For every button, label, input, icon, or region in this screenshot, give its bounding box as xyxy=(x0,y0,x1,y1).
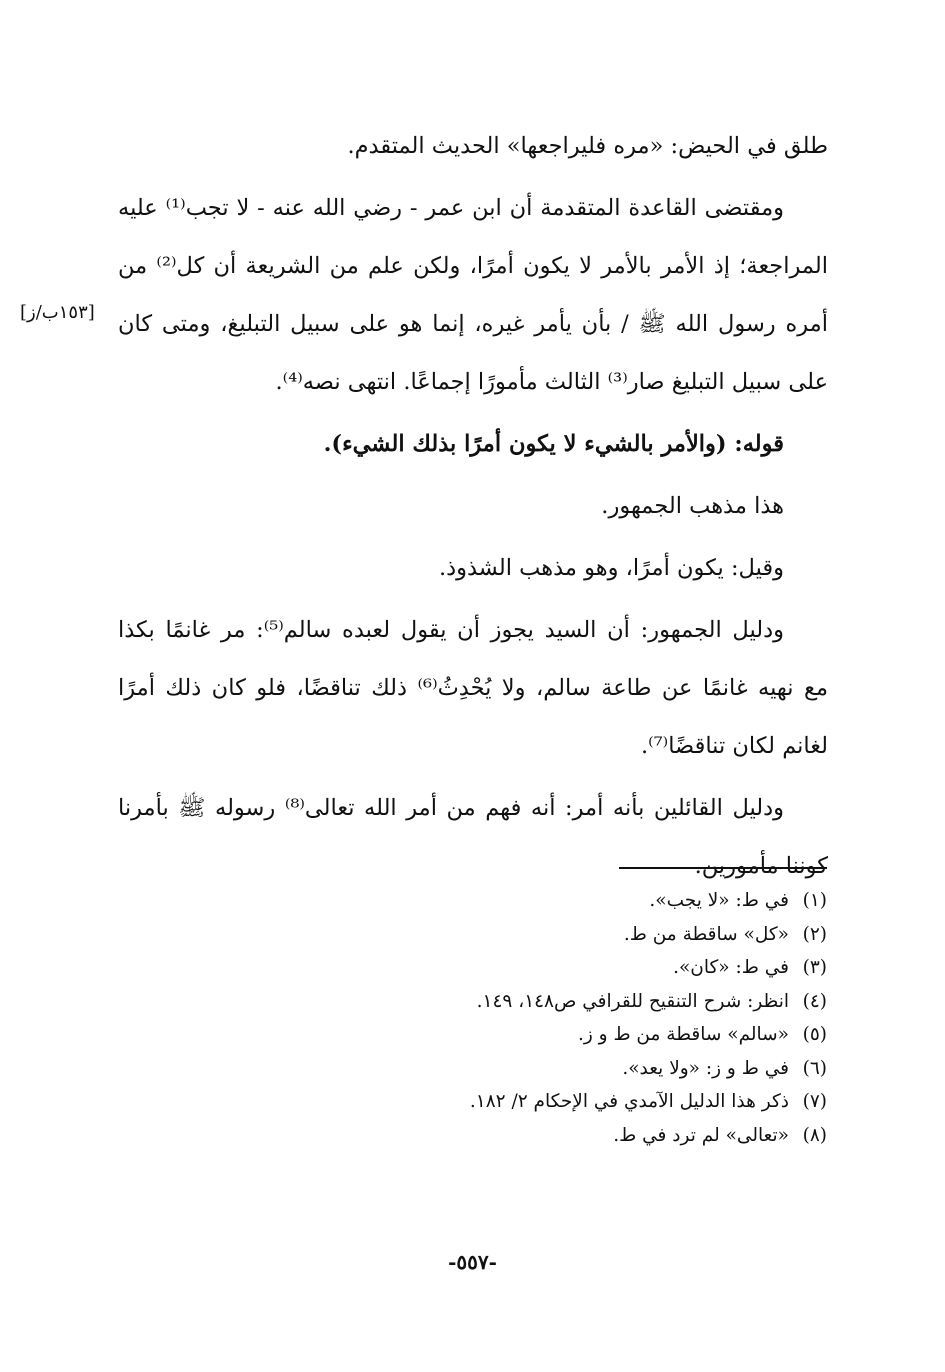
text-line: ودليل الجمهور: أن السيد يجوز أن يقول لعبده سالم⁽⁵⁾: مر غانمًا بكذا xyxy=(118,617,784,643)
text-line: مع نهيه غانمًا عن طاعة سالم، ولا يُحْدِثُ⁽⁶⁾ ذلك تناقضًا، فلو كان ذلك أمرًا xyxy=(118,675,829,701)
text-line: طلق في الحيض: «مره فليراجعها» الحديث المتقدم. xyxy=(347,133,828,159)
text-line: على سبيل التبليغ صار⁽³⁾ الثالث مأمورًا إجماعًا. انتهى نصه⁽⁴⁾. xyxy=(275,369,828,395)
footnote-number: (٥) xyxy=(802,1024,827,1045)
text-line: لغانم لكان تناقضًا⁽⁷⁾. xyxy=(640,733,828,759)
footnote xyxy=(127,1018,827,1052)
text-line: هذا مذهب الجمهور. xyxy=(601,493,784,519)
text-line: ودليل القائلين بأنه أمر: أنه فهم من أمر الله تعالى⁽⁸⁾ رسوله ﷺ بأمرنا xyxy=(118,795,785,821)
text-line: كوننا مأمورين. xyxy=(694,853,828,879)
footnote-text: «تعالى» لم ترد في ط. xyxy=(613,1124,789,1146)
text-line: المراجعة؛ إذ الأمر بالأمر لا يكون أمرًا، ولكن علم من الشريعة أن كل⁽²⁾ من xyxy=(118,253,828,279)
footnote-text: انظر: شرح التنقيح للقرافي ص١٤٨، ١٤٩. xyxy=(476,990,789,1012)
text-line: ومقتضى القاعدة المتقدمة أن ابن عمر - رضي الله عنه - لا تجب⁽¹⁾ عليه xyxy=(118,195,784,221)
section-heading: قوله: (والأمر بالشيء لا يكون أمرًا بذلك الشيء). xyxy=(323,431,784,457)
footnote-text: «سالم» ساقطة من ط و ز. xyxy=(577,1024,789,1045)
main-text xyxy=(118,130,828,882)
footnote-text: في ط: «كان». xyxy=(673,957,789,978)
footnote xyxy=(127,1052,827,1086)
footnote xyxy=(127,1119,827,1153)
footnote xyxy=(127,951,827,985)
footnote-text: ذكر هذا الدليل الآمدي في الإحكام ٢/ ١٨٢. xyxy=(469,1091,789,1112)
footnote-text: في ط: «لا يجب». xyxy=(649,890,789,911)
footnote xyxy=(127,884,827,918)
footnote-text: في ط و ز: «ولا يعد». xyxy=(622,1057,789,1079)
footnote-number: (٤) xyxy=(802,990,827,1012)
footnote xyxy=(127,1085,827,1119)
footnotes xyxy=(127,884,827,1152)
footnote-divider xyxy=(619,867,827,869)
footnote xyxy=(127,985,827,1019)
footnote-text: «كل» ساقطة من ط. xyxy=(623,923,789,945)
footnote-number: (٣) xyxy=(802,957,827,978)
footnote-number: (٨) xyxy=(802,1124,827,1146)
margin-note: [١٥٣ب/ز] xyxy=(20,302,95,323)
footnote-number: (٢) xyxy=(802,923,827,945)
text-line: وقيل: يكون أمرًا، وهو مذهب الشذوذ. xyxy=(438,555,784,581)
footnote-number: (٧) xyxy=(802,1091,827,1112)
footnote-number: (٦) xyxy=(802,1057,827,1079)
footnote xyxy=(127,918,827,952)
text-line: أمره رسول الله ﷺ / بأن يأمر غيره، إنما هو على سبيل التبليغ، ومتى كان xyxy=(118,311,828,337)
footnote-number: (١) xyxy=(802,890,827,911)
page-number: -٥٥٧- xyxy=(448,1250,497,1274)
